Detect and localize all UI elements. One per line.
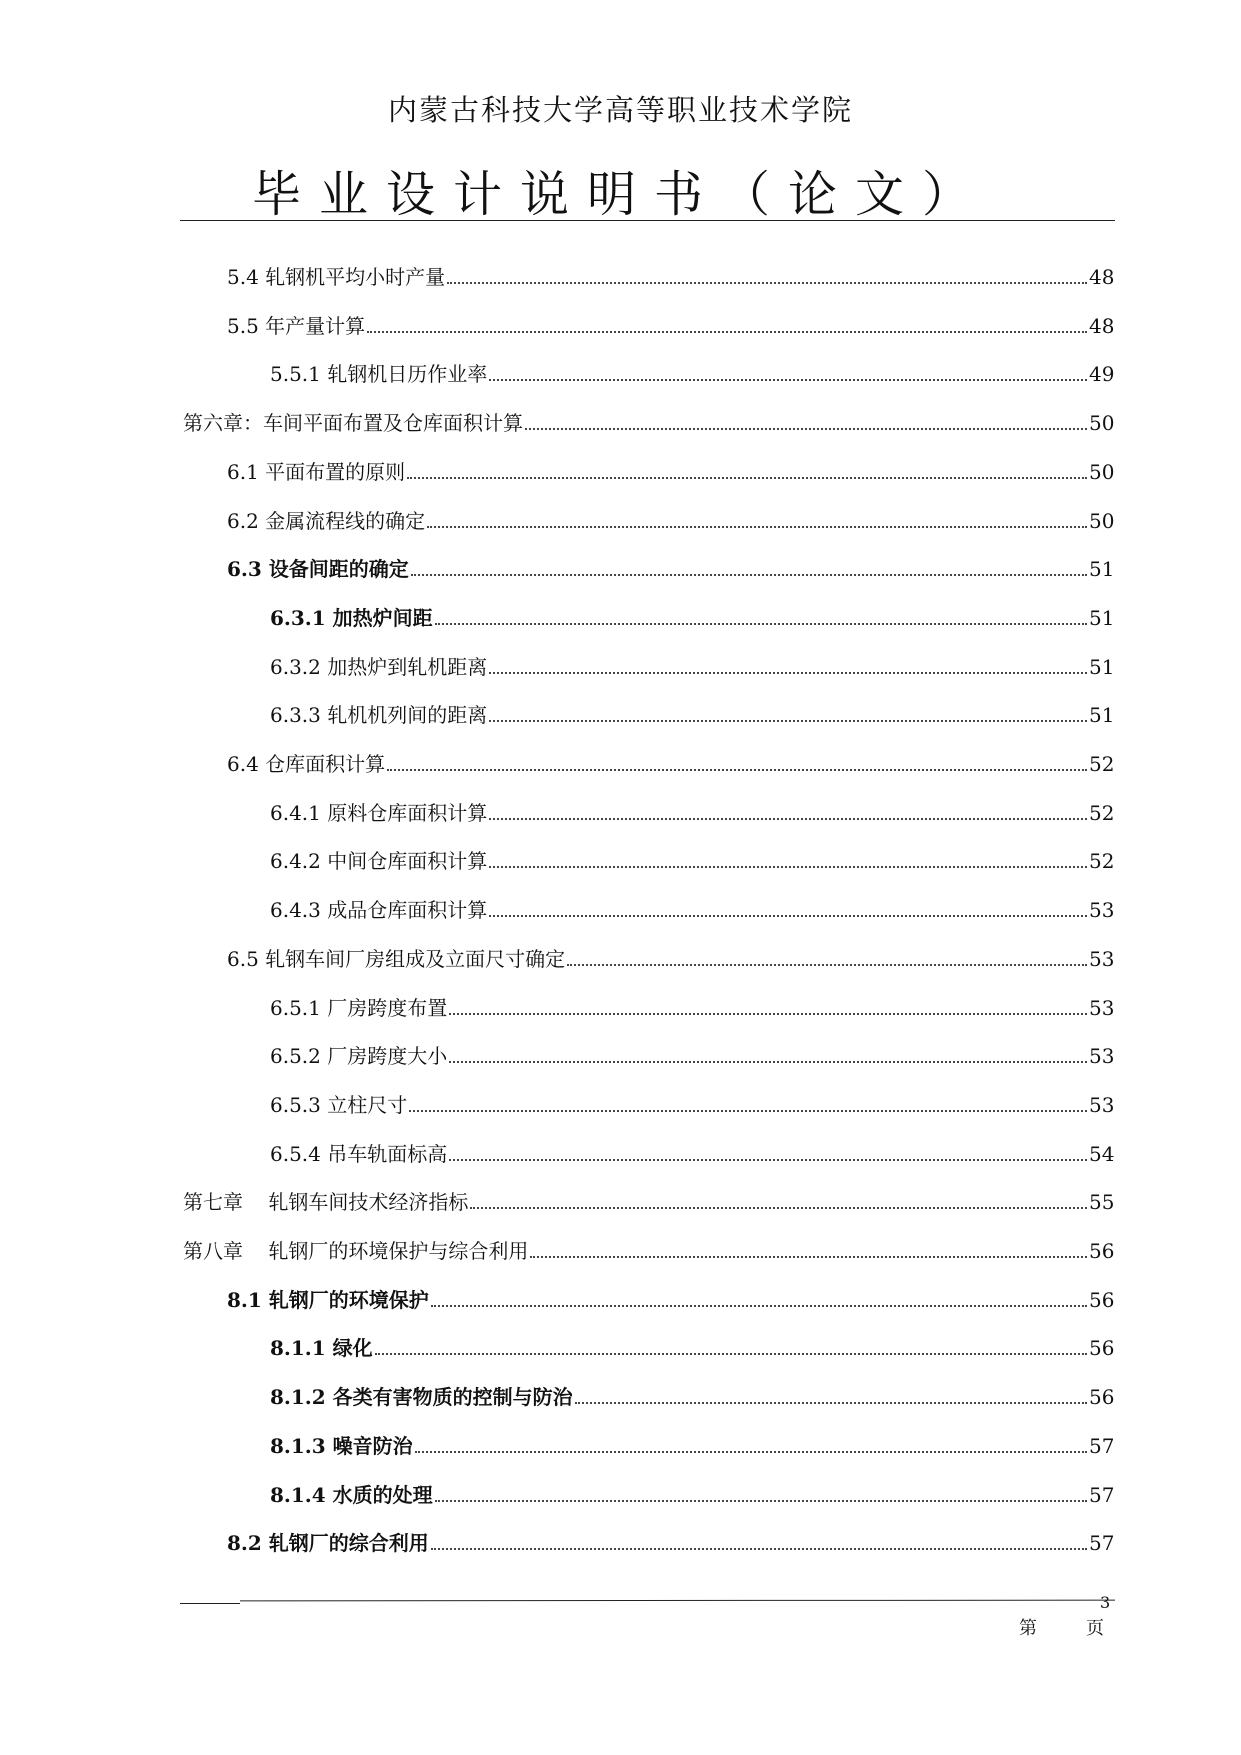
toc-entry-label: 6.3.2 加热炉到轧机距离: [270, 655, 488, 679]
toc-leader-dots: [431, 1547, 1087, 1550]
toc-entry-page: 52: [1089, 849, 1115, 873]
toc-leader-dots: [489, 817, 1087, 820]
toc-entry-page: 55: [1089, 1190, 1115, 1214]
toc-entry-label: 6.2 金属流程线的确定: [227, 509, 426, 533]
toc-leader-dots: [407, 476, 1087, 479]
toc-entry-label: 第六章：车间平面布置及仓库面积计算: [183, 411, 523, 435]
toc-entry[interactable]: [183, 1233, 1113, 1263]
toc-entry-label: 5.4 轧钢机平均小时产量: [227, 265, 446, 289]
toc-leader-dots: [435, 622, 1087, 625]
toc-entry-page: 48: [1089, 314, 1115, 338]
toc-entry-label: 5.5 年产量计算: [227, 314, 366, 338]
toc-entry-page: 54: [1089, 1142, 1115, 1166]
toc-leader-dots: [449, 1012, 1087, 1015]
page-number: 3: [1100, 1593, 1111, 1612]
toc-entry[interactable]: [270, 1379, 1113, 1409]
toc-entry-page: 50: [1089, 460, 1115, 484]
toc-entry-page: 49: [1089, 362, 1115, 386]
toc-leader-dots: [375, 1352, 1087, 1355]
toc-leader-dots: [411, 573, 1087, 576]
toc-leader-dots: [525, 427, 1087, 430]
toc-entry[interactable]: [227, 308, 1113, 338]
toc-entry-page: 56: [1089, 1336, 1115, 1360]
toc-entry-page: 57: [1089, 1483, 1115, 1507]
toc-entry-label: 6.4.2 中间仓库面积计算: [270, 849, 488, 873]
toc-entry-label: 8.1.4 水质的处理: [270, 1483, 433, 1507]
toc-entry-label: 6.4.1 原料仓库面积计算: [270, 801, 488, 825]
page-label-left: 第: [1019, 1618, 1037, 1639]
toc-entry-page: 51: [1089, 703, 1115, 727]
toc-entry[interactable]: [270, 1087, 1113, 1117]
toc-entry-label: 第七章 轧钢车间技术经济指标: [183, 1190, 469, 1214]
toc-leader-dots: [449, 1060, 1087, 1063]
toc-entry[interactable]: [227, 1525, 1113, 1555]
toc-entry-label: 6.3.3 轧机机列间的距离: [270, 703, 488, 727]
toc-leader-dots: [489, 671, 1087, 674]
toc-entry[interactable]: [227, 454, 1113, 484]
toc-entry-label: 8.1.1 绿化: [270, 1336, 373, 1360]
toc-entry[interactable]: [270, 600, 1113, 630]
toc-entry-page: 48: [1089, 265, 1115, 289]
toc-leader-dots: [575, 1401, 1087, 1404]
toc-entry-page: 57: [1089, 1531, 1115, 1555]
toc-leader-dots: [435, 1499, 1087, 1502]
toc-entry[interactable]: [270, 697, 1113, 727]
toc-entry-label: 6.5.4 吊车轨面标高: [270, 1142, 448, 1166]
toc-entry[interactable]: [270, 795, 1113, 825]
toc-leader-dots: [530, 1255, 1087, 1258]
toc-entry-label: 6.3.1 加热炉间距: [270, 606, 433, 630]
toc-entry-label: 6.3 设备间距的确定: [227, 557, 409, 581]
toc-entry[interactable]: [270, 649, 1113, 679]
toc-leader-dots: [367, 330, 1087, 333]
toc-entry-label: 5.5.1 轧钢机日历作业率: [270, 362, 488, 386]
toc-entry-page: 51: [1089, 606, 1115, 630]
toc-entry[interactable]: [270, 1428, 1113, 1458]
toc-entry-page: 52: [1089, 752, 1115, 776]
toc-entry[interactable]: [227, 941, 1113, 971]
toc-entry-page: 50: [1089, 411, 1115, 435]
toc-entry-label: 6.5.1 厂房跨度布置: [270, 996, 448, 1020]
footer-divider-left: [180, 1603, 240, 1604]
toc-leader-dots: [431, 1304, 1087, 1307]
toc-leader-dots: [387, 768, 1087, 771]
toc-entry-label: 第八章 轧钢厂的环境保护与综合利用: [183, 1239, 529, 1263]
toc-entry-page: 53: [1089, 898, 1115, 922]
toc-leader-dots: [427, 525, 1087, 528]
toc-entry-label: 6.5.2 厂房跨度大小: [270, 1044, 448, 1068]
toc-leader-dots: [567, 963, 1087, 966]
toc-entry[interactable]: [270, 843, 1113, 873]
toc-leader-dots: [470, 1206, 1087, 1209]
toc-entry-label: 8.1.3 噪音防治: [270, 1434, 413, 1458]
toc-entry-page: 53: [1089, 996, 1115, 1020]
toc-entry[interactable]: [227, 551, 1113, 581]
toc-entry[interactable]: [183, 1184, 1113, 1214]
toc-entry[interactable]: [270, 1136, 1113, 1166]
toc-entry-page: 53: [1089, 947, 1115, 971]
toc-entry-label: 6.4.3 成品仓库面积计算: [270, 898, 488, 922]
toc-entry-label: 8.1.2 各类有害物质的控制与防治: [270, 1385, 573, 1409]
toc-leader-dots: [489, 914, 1087, 917]
toc-entry-label: 6.4 仓库面积计算: [227, 752, 386, 776]
toc-entry-page: 56: [1089, 1239, 1115, 1263]
toc-entry[interactable]: [227, 1282, 1113, 1312]
toc-entry-label: 6.5.3 立柱尺寸: [270, 1093, 408, 1117]
toc-entry[interactable]: [227, 746, 1113, 776]
toc-entry[interactable]: [270, 356, 1113, 386]
toc-entry-label: 8.2 轧钢厂的综合利用: [227, 1531, 429, 1555]
toc-entry[interactable]: [270, 1330, 1113, 1360]
toc-entry-label: 6.1 平面布置的原则: [227, 460, 406, 484]
toc-leader-dots: [447, 281, 1087, 284]
toc-entry[interactable]: [270, 1038, 1113, 1068]
toc-entry-page: 50: [1089, 509, 1115, 533]
toc-entry[interactable]: [183, 405, 1113, 435]
document-title: 毕业设计说明书（论文）: [251, 166, 989, 223]
toc-entry-page: 51: [1089, 557, 1115, 581]
toc-leader-dots: [489, 378, 1087, 381]
toc-leader-dots: [489, 865, 1087, 868]
toc-entry-label: 8.1 轧钢厂的环境保护: [227, 1288, 429, 1312]
toc-leader-dots: [415, 1450, 1087, 1453]
toc-entry-page: 57: [1089, 1434, 1115, 1458]
toc-entry[interactable]: [227, 259, 1113, 289]
toc-entry-page: 53: [1089, 1093, 1115, 1117]
toc-entry-page: 56: [1089, 1288, 1115, 1312]
toc-entry-page: 56: [1089, 1385, 1115, 1409]
toc-entry-page: 53: [1089, 1044, 1115, 1068]
toc-entry[interactable]: [270, 892, 1113, 922]
toc-entry[interactable]: [227, 503, 1113, 533]
toc-leader-dots: [489, 719, 1087, 722]
toc-entry-label: 6.5 轧钢车间厂房组成及立面尺寸确定: [227, 947, 566, 971]
toc-entry[interactable]: [270, 990, 1113, 1020]
toc-entry-page: 51: [1089, 655, 1115, 679]
toc-entry[interactable]: [270, 1477, 1113, 1507]
school-name: 内蒙古科技大学高等职业技术学院: [387, 93, 853, 127]
toc-leader-dots: [449, 1158, 1087, 1161]
toc-entry-page: 52: [1089, 801, 1115, 825]
toc-leader-dots: [409, 1109, 1087, 1112]
page-label-right: 页: [1086, 1618, 1104, 1639]
